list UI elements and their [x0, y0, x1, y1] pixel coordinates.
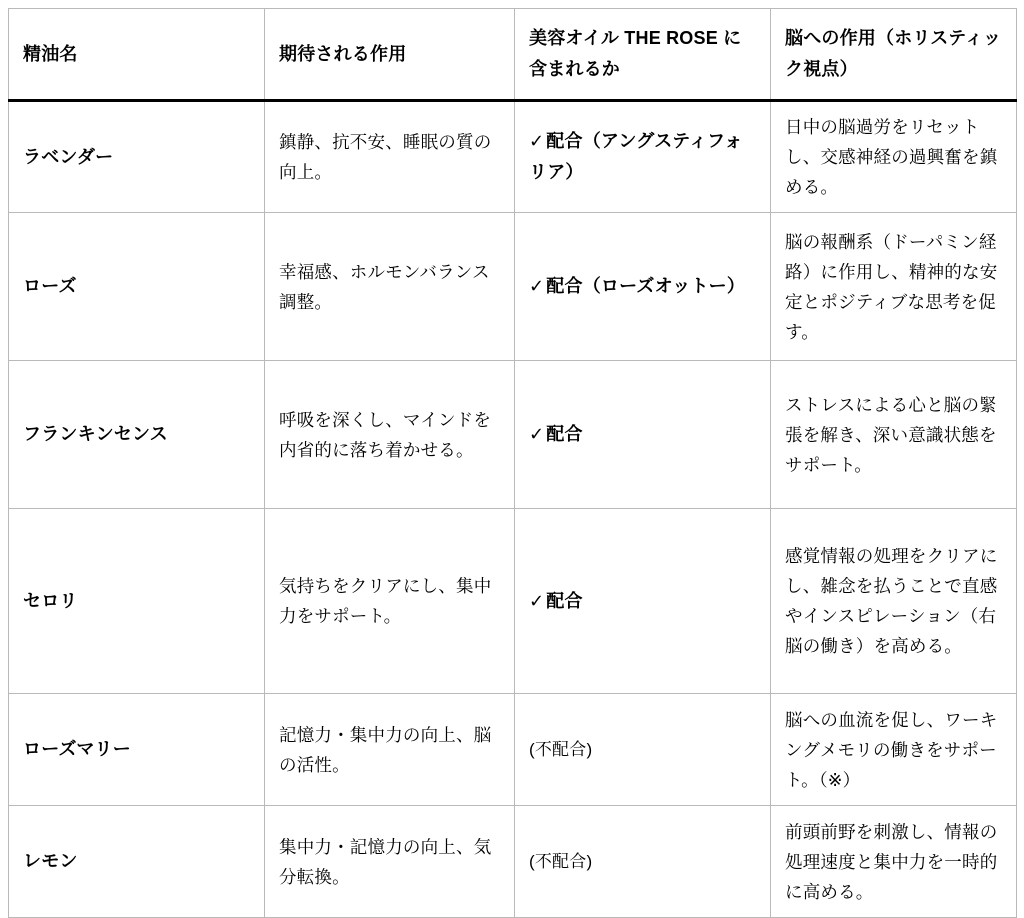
cell-brain-effect: ストレスによる心と脳の緊張を解き、深い意識状態をサポート。 [771, 361, 1017, 509]
cell-included-label: (不配合) [529, 852, 593, 872]
cell-included-label: 配合（ローズオットー） [546, 276, 746, 297]
cell-included [515, 101, 771, 213]
cell-expected-effect: 鎮静、抗不安、睡眠の質の向上。 [265, 101, 515, 213]
check-icon: ✓ [529, 131, 545, 152]
cell-included [515, 213, 771, 361]
cell-expected-effect: 気持ちをクリアにし、集中力をサポート。 [265, 509, 515, 694]
column-header-included-in-the-rose: 美容オイル THE ROSE に含まれるか [515, 9, 771, 101]
cell-oil-name: レモン [9, 806, 265, 918]
table-row [9, 101, 1017, 213]
cell-included-label: (不配合) [529, 740, 593, 760]
cell-oil-name: ラベンダー [9, 101, 265, 213]
check-icon: ✓ [529, 276, 545, 297]
table-row [9, 361, 1017, 509]
cell-brain-effect: 日中の脳過労をリセットし、交感神経の過興奮を鎮める。 [771, 101, 1017, 213]
table-header-row [9, 9, 1017, 101]
cell-included-label: 配合 [546, 590, 583, 611]
cell-included [515, 509, 771, 694]
table-row [9, 694, 1017, 806]
column-header-expected-effect: 期待される作用 [265, 9, 515, 101]
cell-oil-name: セロリ [9, 509, 265, 694]
cell-included [515, 806, 771, 918]
cell-oil-name: ローズマリー [9, 694, 265, 806]
column-header-oil-name: 精油名 [9, 9, 265, 101]
cell-expected-effect: 集中力・記憶力の向上、気分転換。 [265, 806, 515, 918]
table-row [9, 213, 1017, 361]
cell-expected-effect: 呼吸を深くし、マインドを内省的に落ち着かせる。 [265, 361, 515, 509]
table-row [9, 806, 1017, 918]
cell-expected-effect: 記憶力・集中力の向上、脳の活性。 [265, 694, 515, 806]
cell-oil-name: ローズ [9, 213, 265, 361]
cell-included-label: 配合 [546, 424, 583, 445]
check-icon: ✓ [529, 590, 545, 611]
cell-included-label: 配合（アングスティフォリア） [529, 131, 743, 183]
cell-included [515, 361, 771, 509]
table-body [9, 101, 1017, 918]
table-header [9, 9, 1017, 101]
cell-brain-effect: 脳への血流を促し、ワーキングメモリの働きをサポート。（※） [771, 694, 1017, 806]
essential-oil-comparison-table [8, 8, 1017, 918]
cell-brain-effect: 脳の報酬系（ドーパミン経路）に作用し、精神的な安定とポジティブな思考を促す。 [771, 213, 1017, 361]
cell-included [515, 694, 771, 806]
cell-brain-effect: 感覚情報の処理をクリアにし、雑念を払うことで直感やインスピレーション（右脳の働き）を高める。 [771, 509, 1017, 694]
table-row [9, 509, 1017, 694]
cell-oil-name: フランキンセンス [9, 361, 265, 509]
cell-expected-effect: 幸福感、ホルモンバランス調整。 [265, 213, 515, 361]
cell-brain-effect: 前頭前野を刺激し、情報の処理速度と集中力を一時的に高める。 [771, 806, 1017, 918]
column-header-brain-effect: 脳への作用（ホリスティック視点） [771, 9, 1017, 101]
check-icon: ✓ [529, 424, 545, 445]
